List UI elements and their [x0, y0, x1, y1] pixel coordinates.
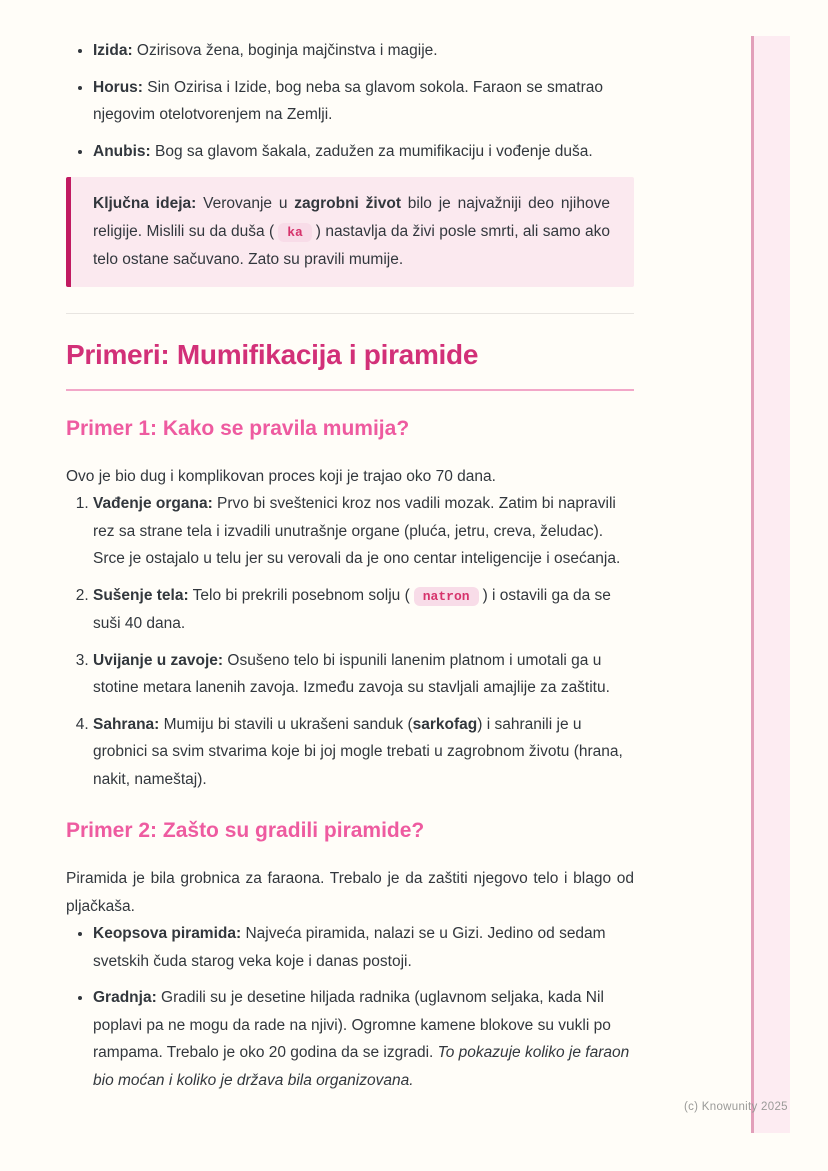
page-edge-band — [751, 36, 790, 1133]
text-segment: Najveća piramida, nalazi se u Gizi. Jedino od sedam svetskih čuda starog veka koje i danas postoji. — [93, 925, 606, 970]
list-item — [93, 984, 634, 1094]
text-segment: Ključna ideja: — [93, 195, 197, 212]
text-segment: Prvo bi sveštenici kroz nos vadili mozak. Zatim bi napravili rez sa strane tela i izvadili unutrašnje organe (pluća, jetru, creva, želudac). Srce je ostajalo u telu jer su verovali da je ono centar inteligencije i osećanja. — [93, 495, 621, 567]
text-segment: Gradili su je desetine hiljada radnika (uglavnom seljaka, kada Nil poplavi pa ne mogu da rade na njivi). Ogromne kamene blokove su vukli po rampama. Trebalo je oko 20 godina da se izgradi. — [93, 989, 611, 1061]
text-segment: Keopsova piramida: — [93, 925, 242, 942]
list-item — [93, 37, 634, 65]
pyramids-list — [66, 920, 634, 1094]
text-segment: Mumiju bi stavili u ukrašeni sanduk ( — [159, 715, 413, 733]
callout-text — [93, 195, 610, 268]
list-item — [93, 920, 634, 975]
text-segment: Ozirisova žena, boginja majčinstva i magije. — [132, 42, 438, 59]
step-item — [93, 582, 634, 638]
step-item — [93, 711, 634, 794]
step-item — [93, 490, 634, 573]
text-segment: Verovanje u — [196, 195, 295, 212]
text-segment: Sahrana: — [93, 715, 160, 733]
text-segment: zagrobni život — [294, 195, 401, 212]
text-segment: Sušenje tela: — [93, 586, 189, 604]
text-segment: ) nastavlja da živi posle smrti, ali samo ako telo ostane sačuvano. Zato su pravili mumije. — [93, 222, 610, 268]
text-segment: Sin Ozirisa i Izide, bog neba sa glavom sokola. Faraon se smatrao njegovim otelotvorenjem na Zemlji. — [93, 78, 604, 123]
gods-list — [66, 37, 634, 165]
list-item — [93, 138, 634, 166]
key-idea-callout — [66, 177, 634, 287]
text-segment: Vađenje organa: — [93, 495, 213, 512]
step-item — [93, 647, 634, 702]
example2-heading: Primer 2: Zašto su gradili piramide? — [66, 819, 425, 842]
text-segment: Anubis: — [93, 142, 151, 160]
inline-code-badge: ka — [278, 223, 312, 242]
section-heading: Primeri: Mumifikacija i piramide — [66, 336, 634, 391]
text-segment: ) i sahranili je u grobnici sa svim stvarima koje bi joj mogle trebati u zagrobnom životu (hrana, nakit, nameštaj). — [93, 715, 623, 788]
mummification-steps-list — [66, 490, 634, 793]
divider — [66, 313, 634, 314]
text-segment: ) i ostavili ga da se suši 40 dana. — [93, 586, 611, 632]
text-segment: Izida: — [93, 42, 133, 59]
text-segment: Uvijanje u zavoje: — [93, 651, 224, 669]
text-segment: bilo je najvažniji deo njihove religije. Mislili su da duša ( — [93, 195, 610, 240]
text-segment: Gradnja: — [93, 989, 157, 1006]
text-segment: Telo bi prekrili posebnom solju ( — [188, 586, 410, 604]
text-segment: Bog sa glavom šakala, zadužen za mumifikaciju i vođenje duša. — [150, 142, 593, 160]
example1-intro: Ovo je bio dug i komplikovan proces koji je trajao oko 70 dana. — [66, 467, 496, 485]
document-content — [66, 0, 634, 1094]
list-item — [93, 74, 634, 129]
text-segment: Osušeno telo bi ispunili lanenim platnom i umotali ga u stotine metara lanenih zavoja. Između zavoja su stavljali amajlije za zaštitu. — [93, 651, 610, 696]
text-segment: To pokazuje koliko je faraon bio moćan i koliko je država bila organizovana. — [93, 1044, 630, 1089]
example1-heading: Primer 1: Kako se pravila mumija? — [66, 416, 410, 440]
copyright-watermark: (c) Knowunity 2025 — [684, 1101, 788, 1113]
text-segment: Horus: — [93, 78, 143, 96]
inline-code-badge: natron — [414, 587, 479, 606]
text-segment: sarkofag — [412, 715, 478, 733]
example2-intro: Piramida je bila grobnica za faraona. Trebalo je da zaštiti njegovo telo i blago od pljačkaša. — [66, 870, 634, 915]
